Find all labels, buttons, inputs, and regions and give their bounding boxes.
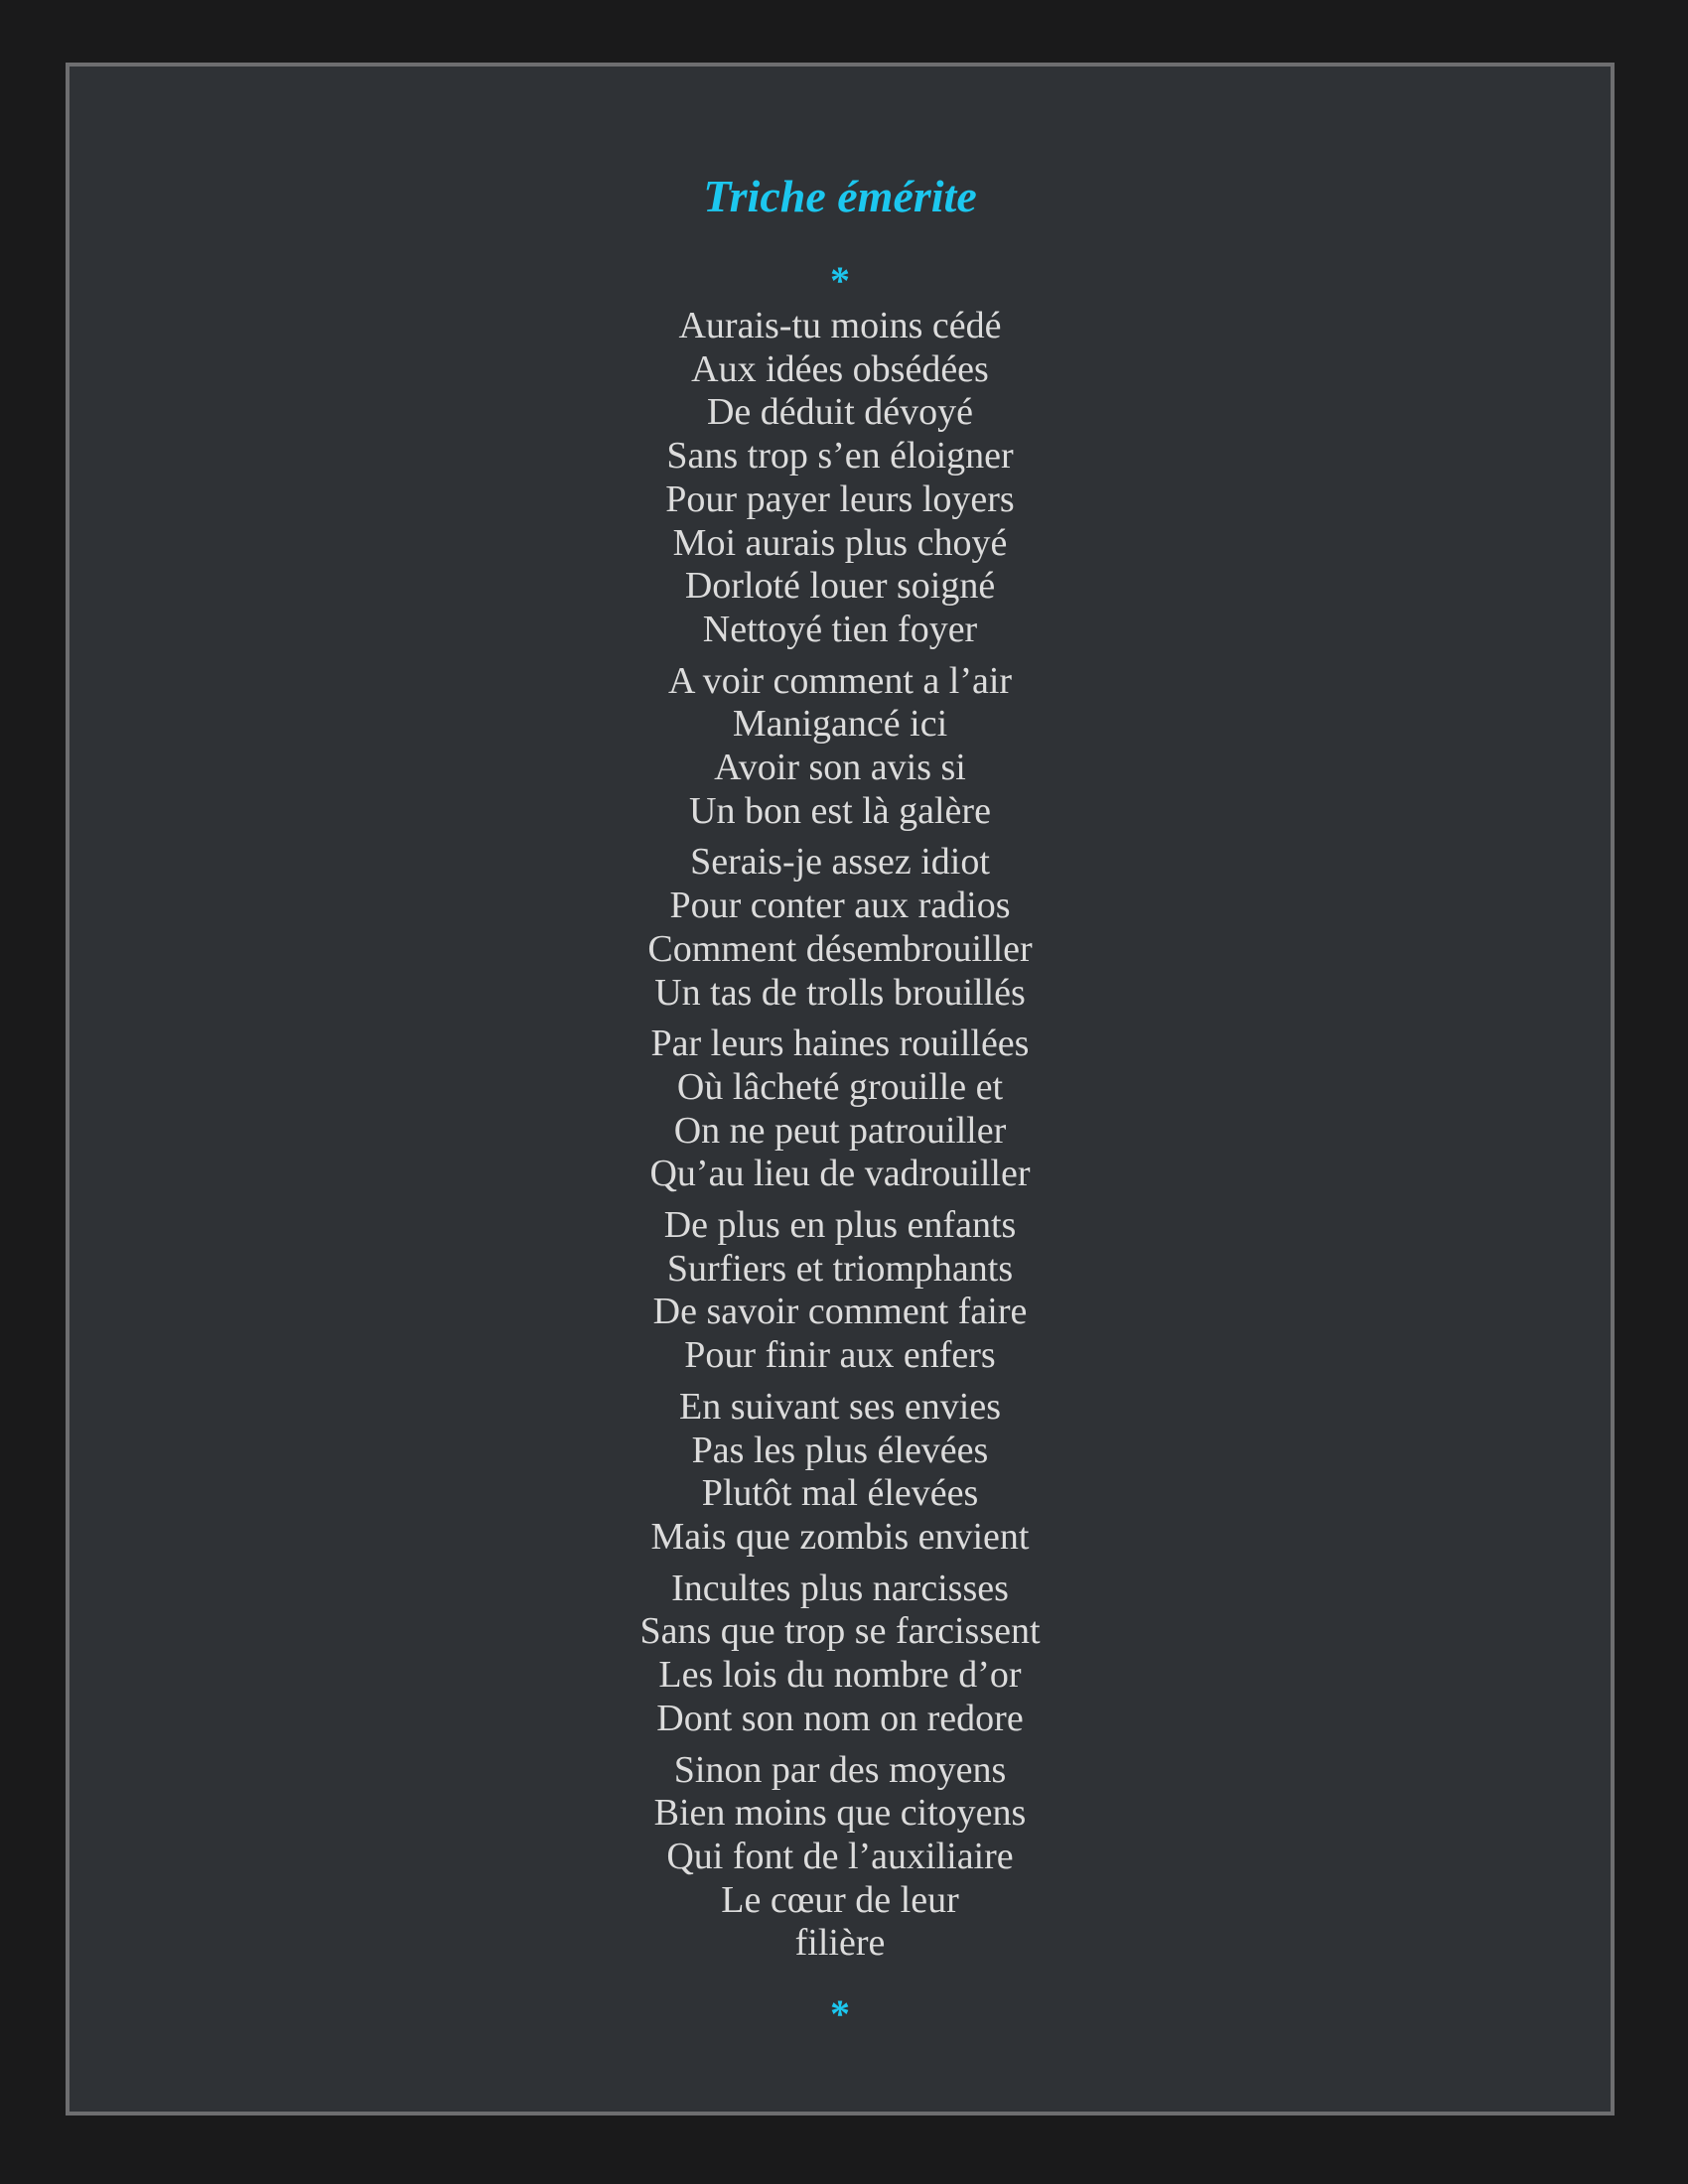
stanza	[70, 305, 1611, 652]
poem-line: Bien moins que citoyens	[653, 1792, 1027, 1835]
stanza	[70, 1568, 1611, 1741]
poem-line: Aux idées obsédées	[691, 347, 989, 390]
poem-line: Plutôt mal élevées	[701, 1472, 979, 1515]
poem-line: Un bon est là galère	[689, 789, 991, 832]
poem-line: Moi aurais plus choyé	[672, 521, 1008, 564]
poem-line: Dont son nom on redore	[656, 1697, 1024, 1739]
poem-body	[70, 305, 1611, 1974]
poem-line: Où lâcheté grouille et	[676, 1065, 1004, 1108]
poem-line: Le cœur de leur	[721, 1878, 959, 1921]
separator-star-top: *	[830, 258, 850, 303]
poem-line: Dorloté louer soigné	[684, 565, 996, 608]
separator-star-bottom: *	[830, 1991, 850, 2036]
poem-line: Comment désembrouiller	[647, 927, 1033, 970]
poem-line: Qu’au lieu de vadrouiller	[649, 1153, 1031, 1195]
poem-line: A voir comment a l’air	[667, 659, 1013, 702]
poem-line: On ne peut patrouiller	[673, 1109, 1007, 1152]
poem-line: Sans trop s’en éloigner	[666, 435, 1014, 478]
poem-line: Pour payer leurs loyers	[665, 478, 1015, 520]
poem-line: En suivant ses envies	[678, 1385, 1001, 1428]
poem-title: Triche émérite	[703, 171, 977, 221]
stanza	[70, 1749, 1611, 1967]
stanza	[70, 1386, 1611, 1560]
poem-line: Les lois du nombre d’or	[658, 1654, 1022, 1697]
poem-line: Nettoyé tien foyer	[702, 608, 978, 650]
poem-line: Aurais-tu moins cédé	[678, 305, 1002, 346]
poem-line: Serais-je assez idiot	[690, 841, 990, 884]
poem-line: Sinon par des moyens	[673, 1748, 1007, 1791]
poem-line: Pour finir aux enfers	[684, 1334, 996, 1377]
poem-line: Manigancé ici	[732, 703, 948, 746]
poem-line: Sans que trop se farcissent	[639, 1610, 1041, 1653]
poem-line: Mais que zombis envient	[650, 1515, 1030, 1558]
stanza	[70, 1023, 1611, 1196]
poem-line: De déduit dévoyé	[706, 391, 974, 434]
poem-line: De savoir comment faire	[652, 1291, 1028, 1333]
poem-line: De plus en plus enfants	[663, 1204, 1017, 1247]
poem-line: Incultes plus narcisses	[671, 1567, 1009, 1609]
stanza	[70, 841, 1611, 1015]
poem-line: Surfiers et triomphants	[666, 1247, 1014, 1290]
poem-line: Pas les plus élevées	[691, 1429, 989, 1471]
poem-frame	[66, 63, 1615, 2116]
stanza	[70, 660, 1611, 834]
poem-line: Par leurs haines rouillées	[650, 1023, 1030, 1065]
poem-line: Pour conter aux radios	[669, 885, 1011, 927]
poem-line: Avoir son avis si	[714, 747, 966, 789]
poem-line: Un tas de trolls brouillés	[654, 971, 1026, 1014]
stanza	[70, 1204, 1611, 1378]
poem-line: filière	[794, 1922, 886, 1965]
poem-line: Qui font de l’auxiliaire	[666, 1835, 1014, 1877]
